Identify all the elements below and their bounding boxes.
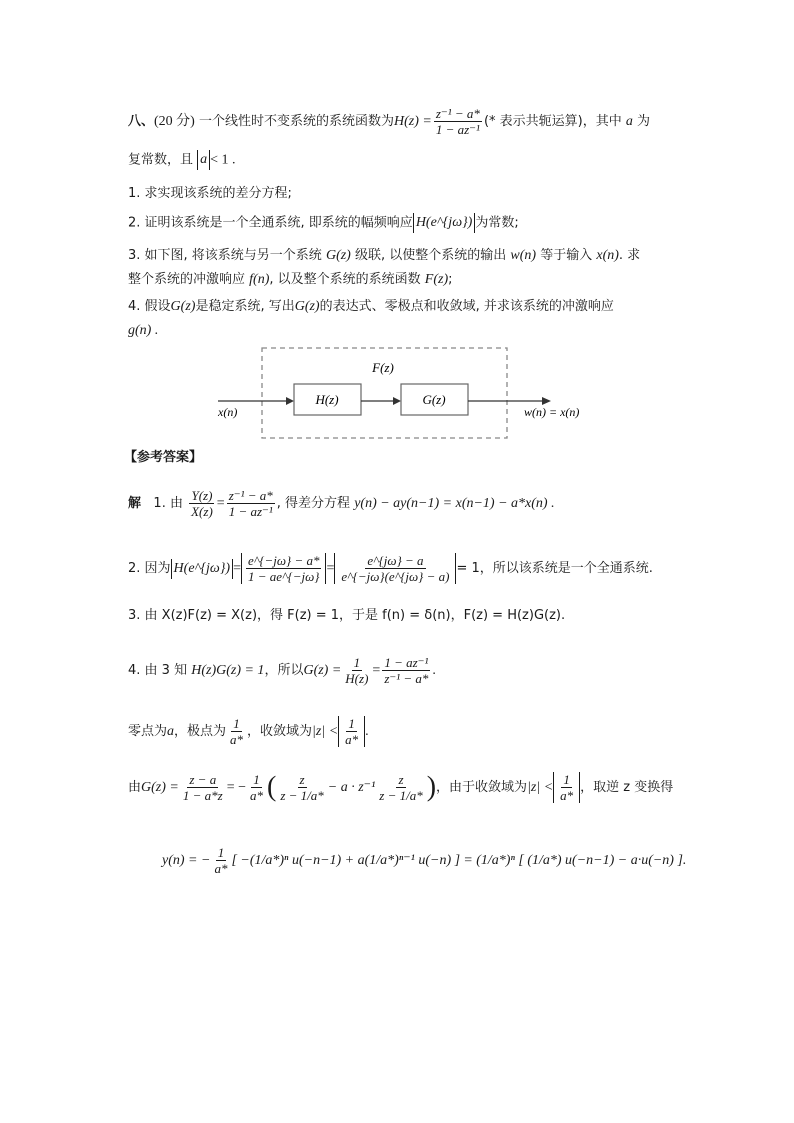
q3-wn: w(n) xyxy=(510,248,537,263)
a4-frac-1 xyxy=(343,655,370,686)
q4-gz: G(z) xyxy=(170,299,196,314)
a1-pre: 1. 由 xyxy=(153,496,183,511)
problem-line-2 xyxy=(128,150,236,171)
problem-points: (20 分) xyxy=(154,114,195,129)
a2-abs: H(e^{jω}) xyxy=(171,559,234,579)
yn-coef-den: a* xyxy=(214,861,228,876)
h-num: z⁻¹ − a* xyxy=(228,488,273,503)
yn-coef-num: 1 xyxy=(217,845,225,860)
inv-coef xyxy=(248,772,265,803)
q3-xn: x(n) xyxy=(596,248,619,263)
a2-post: = 1，所以该系统是一个全通系统. xyxy=(456,561,653,576)
question-3-line-1 xyxy=(128,246,640,266)
inv-f1-den: 1 − a*z xyxy=(182,788,223,803)
inv-t1-den: z − 1/a* xyxy=(280,788,324,803)
h-den: 1 − az⁻¹ xyxy=(228,504,273,519)
yx-den: X(z) xyxy=(191,504,213,519)
roc-den: a* xyxy=(345,732,359,747)
a1-mid: , 得差分方程 xyxy=(276,496,351,511)
input-label: x(n) xyxy=(218,405,238,419)
q3-text-b: 级联, 以使整个系统的输出 xyxy=(354,248,507,263)
yn-lhs: y(n) = − xyxy=(162,853,211,868)
inv-roc-num: 1 xyxy=(563,772,570,787)
inv-coef-den: a* xyxy=(250,788,263,803)
a4-f1-den: H(z) xyxy=(345,671,369,686)
inv-f1-num: z − a xyxy=(189,772,217,787)
answer-heading: 【参考答案】 xyxy=(124,450,203,465)
q4-text-c: 的表达式、零极点和收敛域, 并求该系统的冲激响应 xyxy=(319,299,614,314)
question-3-line-2 xyxy=(128,270,453,290)
question-4-line-1 xyxy=(128,297,614,317)
q2-expr: H(e^{jω}) xyxy=(413,213,476,233)
hz-fraction xyxy=(434,106,482,137)
answer-3: 3. 由 X(z)F(z) = X(z)，得 F(z) = 1，于是 f(n) = δ(n)，F(z) = H(z)G(z). xyxy=(128,608,566,623)
q3-text-a: 3. 如下图, 将该系统与另一个系统 xyxy=(128,248,322,263)
a4-mid: ，所以 xyxy=(264,663,304,678)
hz-numerator: z⁻¹ − a* xyxy=(435,106,480,121)
inv-term-2 xyxy=(377,772,424,803)
arrow-icon xyxy=(286,397,294,405)
a2-pre: 2. 因为 xyxy=(128,561,171,576)
inv-neg: = − xyxy=(226,780,246,795)
yn-result xyxy=(162,845,686,876)
zp-a: a xyxy=(167,724,175,739)
pole-fraction xyxy=(228,716,245,747)
a2-f1-num: e^{−jω} − a* xyxy=(247,553,320,568)
q3-text-d: . 求 xyxy=(618,248,641,263)
hz-block-label: H(z) xyxy=(315,392,339,407)
a4-eq1: H(z)G(z) = 1 xyxy=(191,663,265,678)
a4-f2-num: 1 − az⁻¹ xyxy=(384,655,429,670)
inverse-transform: 由G(z) = $\frac{z - a}{1 - a*z}$ = − $\frac{1}{a*}$ ( $\frac{z}{z - 1/a*}$ − a · z⁻¹ $\frac{z}{z - 1/a*}$ )，由于收敛域为|z| < $\frac{1}{a*}$ ，取逆 z 变换得 xyxy=(128,771,674,803)
q4-gz-2: G(z) xyxy=(294,299,320,314)
conj-note: (* 表示共轭运算)，其中 xyxy=(483,114,622,129)
q4-text-b: 是稳定系统, 写出 xyxy=(195,299,295,314)
a4-f2-den: z⁻¹ − a* xyxy=(384,671,429,686)
inv-t1-num: z xyxy=(299,772,305,787)
roc-num: 1 xyxy=(348,716,355,731)
jie-label: 解 xyxy=(128,496,142,511)
inv-t2-den: z − 1/a* xyxy=(379,788,423,803)
a2-f2-num: e^{jω} − a xyxy=(367,553,424,568)
block-diagram xyxy=(190,340,610,445)
gz-block-label: G(z) xyxy=(422,392,446,407)
hz-denominator: 1 − az⁻¹ xyxy=(435,122,480,137)
inv-term-1 xyxy=(278,772,325,803)
answer-4: 4. 由 3 知 H(z)G(z) = 1，所以G(z) = $\frac{1}{H(z)}$ = $\frac{\text{1 − az⁻¹}}{\text{z⁻¹ − a*}}$ . xyxy=(128,655,436,686)
question-1: 1. 求实现该系统的差分方程; xyxy=(128,186,292,201)
arrow-icon xyxy=(393,397,401,405)
lt-one: < 1 . xyxy=(210,152,236,168)
problem-number: 八、 xyxy=(128,114,155,129)
q3-fn: f(n) xyxy=(249,272,270,287)
arrow-icon xyxy=(542,397,551,405)
answer-2: 2. 因为 H(e^{jω}) = $\frac{e\^{}\{-j\omega\} - a*}{1 - ae\^{}\{-j\omega\}}$ = $\frac{e\^{}\{j\omega\} - a}{e\^{}\{-j\omega\}(e\^{}\{j\omega\} - a)}$ = 1，所以该系统是一个全通系统. xyxy=(128,553,653,584)
a-variable: a xyxy=(625,114,633,129)
inv-mid: − a · z⁻¹ xyxy=(327,780,376,795)
inv-end: ，取逆 z 变换得 xyxy=(580,780,674,795)
yn-body-1: [ −(1/a*)ⁿ u(−n−1) + a(1/a*)ⁿ⁻¹ u(−n) ] xyxy=(231,853,461,868)
a4-pre: 4. 由 3 知 xyxy=(128,663,188,678)
roc-z: |z| < xyxy=(312,724,339,739)
inv-roc-den: a* xyxy=(560,788,574,803)
q3-text-f: , 以及整个系统的系统函数 xyxy=(269,272,421,287)
yn-eq: = xyxy=(464,853,473,868)
zeros-poles: 零点为a，极点为 $\frac{1}{a*}$ ，收敛域为|z| < $\frac{1}{a*}$ . xyxy=(128,716,369,747)
a2-frac-1 xyxy=(246,553,322,584)
difference-equation: y(n) − ay(n−1) = x(n−1) − a*x(n) . xyxy=(354,496,555,511)
inv-frac-1 xyxy=(181,772,225,803)
a4-f1-num: 1 xyxy=(353,655,361,670)
hz-label: H(z) = xyxy=(394,114,432,129)
fz-label: F(z) xyxy=(372,360,394,375)
problem-intro: 一个线性时不变系统的系统函数为 xyxy=(198,114,394,129)
roc-fraction xyxy=(343,716,360,747)
inv-post: ，由于收敛域为 xyxy=(436,780,528,795)
q2-text: 2. 证明该系统是一个全通系统, 即系统的幅频响应 xyxy=(128,215,413,231)
abs-a: a xyxy=(197,150,210,170)
inv-coef-num: 1 xyxy=(253,772,260,787)
output-label: w(n) = x(n) xyxy=(524,405,580,419)
inv-roc xyxy=(558,772,575,803)
inv-t2-num: z xyxy=(398,772,404,787)
answer-1: 解 1. 由 $\frac{Y(z)}{X(z)}$ = $\frac{\text{z⁻¹ − a*}}{\text{1 − az⁻¹}}$ , 得差分方程 y(n) − ay(n−1) = x(n−1) − a*x(n) . xyxy=(128,488,555,519)
yn-body-2: (1/a*)ⁿ [ (1/a*) u(−n−1) − a·u(−n) ]. xyxy=(476,853,687,868)
q3-text-e: 整个系统的冲激响应 xyxy=(128,272,246,287)
question-2 xyxy=(128,213,519,234)
pole-den: a* xyxy=(230,732,244,747)
yx-num: Y(z) xyxy=(191,488,213,503)
a2-frac-2 xyxy=(339,553,451,584)
q3-fz: F(z) xyxy=(424,272,449,287)
a4-frac-2 xyxy=(382,655,430,686)
q3-text-g: ; xyxy=(448,272,453,287)
zp-mid: ，极点为 xyxy=(174,724,227,739)
pole-num: 1 xyxy=(233,716,240,731)
zp-pre: 零点为 xyxy=(128,724,168,739)
a2-f2-den: e^{−jω}(e^{jω} − a) xyxy=(341,569,450,584)
a4-gz: G(z) = xyxy=(303,663,342,678)
zp-roc: ，收敛域为 xyxy=(247,724,313,739)
q2-post: 为常数; xyxy=(475,215,519,231)
h-fraction xyxy=(227,488,275,519)
q4-text-a: 4. 假设 xyxy=(128,299,171,314)
yx-fraction xyxy=(189,488,215,519)
problem-line-1 xyxy=(128,106,650,137)
question-4-line-2: g(n) . xyxy=(128,323,159,338)
inv-gz: G(z) = xyxy=(141,780,179,795)
complex-constant-text: 复常数，且 xyxy=(128,152,194,168)
inv-pre: 由 xyxy=(128,780,142,795)
wei-text: 为 xyxy=(637,114,651,129)
q3-gz: G(z) xyxy=(325,248,351,263)
q3-text-c: 等于输入 xyxy=(540,248,593,263)
a2-f1-den: 1 − ae^{−jω} xyxy=(247,569,320,584)
yn-coef xyxy=(212,845,229,876)
